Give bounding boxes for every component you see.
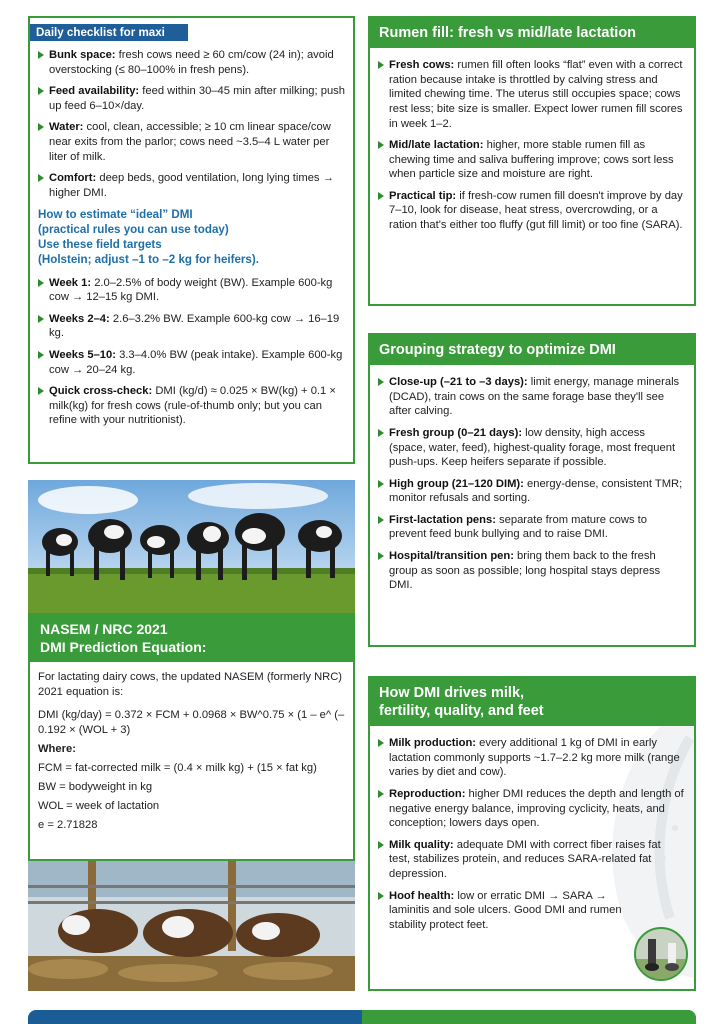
list-item: Hospital/transition pen: bring them back to the fresh group as soon as possible; long hospital stays depress DMI.: [378, 549, 684, 593]
list-item: Week 1: 2.0–2.5% of body weight (BW). Example 600-kg cow → 12–15 kg DMI.: [38, 276, 345, 305]
footer-bar-accent: [362, 1010, 696, 1024]
hoof-photo: [634, 927, 688, 981]
list-item: Hoof health: low or erratic DMI → SARA → laminitis and sole ulcers. Good DMI and rumen stability protect feet.: [378, 889, 684, 933]
estimate-heading: How to estimate “ideal” DMI (practical rules you can use today) Use these field targets (Holstein; adjust –1 to –2 kg for heifers).: [38, 208, 259, 266]
grouping-list: [370, 365, 694, 593]
list-item: Weeks 2–4: 2.6–3.2% BW. Example 600-kg cow → 16–19 kg.: [38, 312, 345, 341]
e-definition: e = 2.71828: [38, 819, 98, 831]
bw-definition: BW = bodyweight in kg: [38, 781, 153, 793]
checklist-box: [28, 16, 355, 464]
list-item: Quick cross-check: DMI (kg/d) ≈ 0.025 × BW(kg) + 0.1 × milk(kg) for fresh cows (rule-of-thumb only; but you can refine with your nutritionist).: [38, 384, 345, 428]
nasem-intro: For lactating dairy cows, the updated NASEM (formerly NRC) 2021 equation is:: [38, 671, 343, 698]
barn-feeding-image: [28, 861, 355, 991]
list-item: Milk production: every additional 1 kg of DMI in early lactation commonly supports ~1.7–2.2 kg more milk (range varies by diet and cow).: [378, 736, 684, 780]
nasem-content: [30, 662, 353, 833]
nasem-box: [28, 613, 355, 861]
milk-box: [368, 676, 696, 991]
list-item: Bunk space: fresh cows need ≥ 60 cm/cow (24 in); avoid overstocking (≤ 80–100% in fresh pens).: [38, 48, 345, 77]
fcm-definition: FCM = fat-corrected milk = (0.4 × milk kg) + (15 × fat kg): [38, 762, 317, 774]
rumen-list: [370, 48, 694, 233]
list-item: Fresh group (0–21 days): low density, high access (space, water, feed), highest-quality forage, most frequent push-ups. Keep heifers separate if possible.: [378, 426, 684, 470]
milk-list: [370, 726, 694, 932]
nasem-equation: DMI (kg/day) = 0.372 × FCM + 0.0968 × BW^0.75 × (1 – e^ (–0.192 × (WOL + 3): [38, 709, 345, 736]
grouping-box: [368, 333, 696, 647]
list-item: First-lactation pens: separate from mature cows to prevent feed bunk bullying and to raise DMI.: [378, 513, 684, 542]
list-item: Comfort: deep beds, good ventilation, long lying times → higher DMI.: [38, 171, 345, 200]
list-item: Fresh cows: rumen fill often looks “flat” even with a correct ration because intake is throttled by calving stress and limited chewing time. The uterus still occupies space; cows rest less; bite size is smaller. Expect lower rumen fill scores in week 1–2.: [378, 58, 684, 131]
list-item: Water: cool, clean, accessible; ≥ 10 cm linear space/cow near exits from the parlor; cows need ~3.5–4 L water per liter of milk.: [38, 120, 345, 164]
list-item: Feed availability: feed within 30–45 min after milking; push up feed 6–10×/day.: [38, 84, 345, 113]
milk-title: How DMI drives milk, fertility, quality, and feet: [370, 678, 694, 726]
barn-feeding-photo: [28, 861, 355, 991]
list-item: Practical tip: if fresh-cow rumen fill doesn't improve by day 7–10, look for disease, heat stress, overcrowding, or a ration that's either too fluffy (gut fill limit) or too fine (SARA).: [378, 189, 684, 233]
wol-definition: WOL = week of lactation: [38, 800, 160, 812]
checklist-title: Daily checklist for maxi: [30, 24, 188, 41]
checklist-list: [38, 48, 345, 200]
grouping-title: Grouping strategy to optimize DMI: [370, 335, 694, 365]
estimate-list: [38, 276, 345, 428]
cows-field-image: [28, 480, 355, 613]
where-label: Where:: [38, 743, 76, 755]
rumen-title: Rumen fill: fresh vs mid/late lactation: [370, 18, 694, 48]
list-item: Milk quality: adequate DMI with correct fiber raises fat test, stabilizes protein, and reduces SARA-related fat depression.: [378, 838, 684, 882]
list-item: High group (21–120 DIM): energy-dense, consistent TMR; monitor refusals and sorting.: [378, 477, 684, 506]
rumen-box: [368, 16, 696, 306]
list-item: Mid/late lactation: higher, more stable rumen fill as chewing time and saliva buffering improve; cows sort less when particle size and moisture are right.: [378, 138, 684, 182]
list-item: Reproduction: higher DMI reduces the depth and length of negative energy balance, improving cyclicity, heats, and conception; lowers days open.: [378, 787, 684, 831]
list-item: Close-up (–21 to –3 days): limit energy, manage minerals (DCAD), train cows on the same forage base they'll see after calving.: [378, 375, 684, 419]
list-item: Weeks 5–10: 3.3–4.0% BW (peak intake). Example 600-kg cow → 20–24 kg.: [38, 348, 345, 377]
cows-field-photo: [28, 480, 355, 613]
nasem-title: NASEM / NRC 2021 DMI Prediction Equation:: [30, 615, 353, 662]
